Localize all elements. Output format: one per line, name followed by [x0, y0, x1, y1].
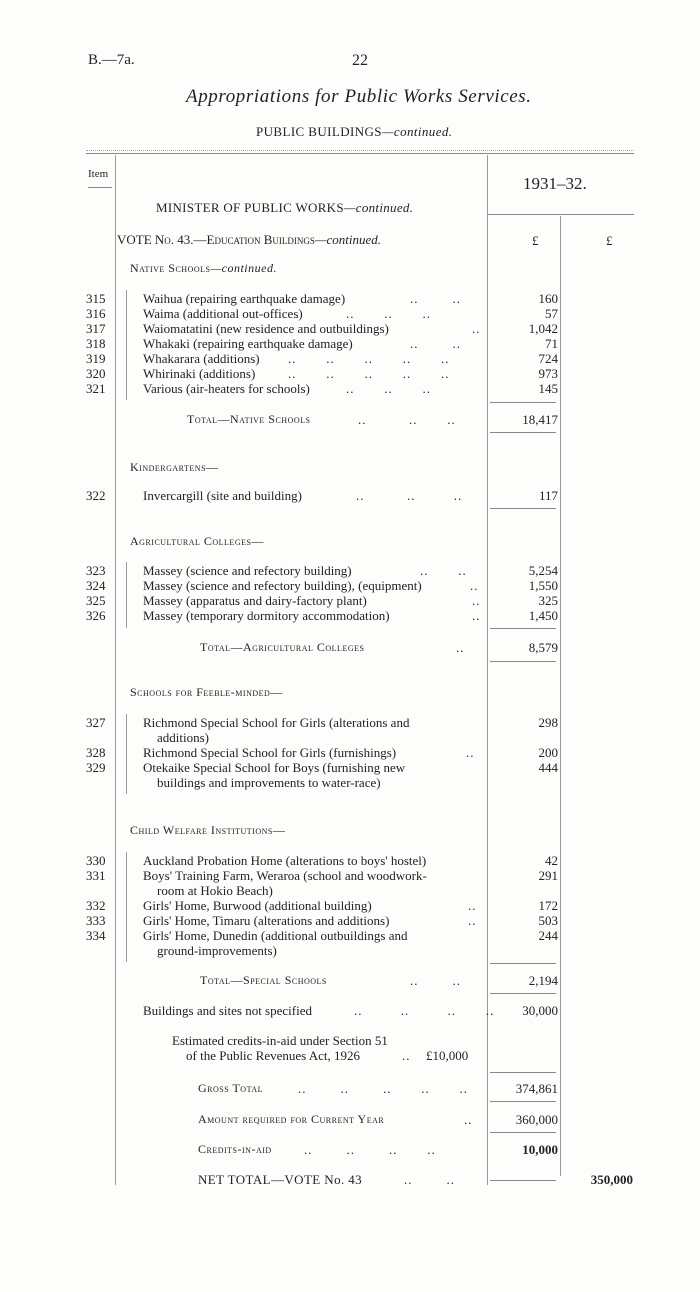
item-description-continued: buildings and improvements to water-race) — [157, 775, 381, 790]
item-amount: 200 — [538, 745, 558, 760]
item-amount: 291 — [538, 868, 558, 883]
leader-dots: .. — [470, 578, 479, 593]
item-amount: 244 — [538, 928, 558, 943]
item-number: 330 — [86, 853, 106, 868]
subtotal-rule — [490, 993, 556, 994]
section-heading-child-welfare: Child Welfare Institutions— — [130, 823, 286, 837]
net-total-rule — [490, 1180, 556, 1181]
item-number: 320 — [86, 366, 106, 381]
item-number: 327 — [86, 715, 106, 730]
table-top-rule — [86, 153, 634, 154]
net-total-amount: 350,000 — [590, 1172, 633, 1187]
item-description: Invercargill (site and building) — [143, 488, 302, 503]
total-amount-special-schools: 2,194 — [528, 973, 558, 988]
leader-dots: .. — [468, 913, 477, 928]
item-description-continued: additions) — [157, 730, 209, 745]
leader-dots: .. .. — [410, 291, 461, 306]
item-amount: 298 — [538, 715, 558, 730]
item-description: Massey (science and refectory building) — [143, 563, 352, 578]
subtitle-main: PUBLIC BUILDINGS — [256, 124, 382, 139]
page-number: 22 — [352, 52, 368, 69]
item-description: Boys' Training Farm, Weraroa (school and woodwork- — [143, 868, 427, 883]
year-header-rule — [487, 214, 634, 215]
item-amount: 973 — [538, 366, 558, 381]
item-amount: 1,450 — [528, 608, 558, 623]
item-description: Massey (temporary dormitory accommodation) — [143, 608, 390, 623]
leader-dots: .. .. — [420, 563, 467, 578]
gross-total-amount: 374,861 — [515, 1081, 558, 1096]
item-amount: 160 — [538, 291, 558, 306]
item-amount: 57 — [545, 306, 558, 321]
minister-heading-main: MINISTER OF PUBLIC WORKS — [156, 200, 344, 215]
item-description: Otekaike Special School for Boys (furnishing new — [143, 760, 406, 775]
item-number: 322 — [86, 488, 106, 503]
item-header-underline — [88, 187, 112, 188]
item-column-rule — [115, 155, 116, 1185]
subtotal-rule — [490, 1132, 556, 1133]
subtotal-rule — [490, 661, 556, 662]
item-amount: 71 — [545, 336, 558, 351]
leader-dots: .. .. .. — [356, 488, 463, 503]
leader-dots: .. — [468, 898, 477, 913]
item-number: 333 — [86, 913, 106, 928]
item-amount: 1,550 — [528, 578, 558, 593]
item-amount: 325 — [538, 593, 558, 608]
item-description-continued: ground-improvements) — [157, 943, 277, 958]
document-ref: B.—7a. — [88, 52, 135, 68]
item-amount: 444 — [538, 760, 558, 775]
section-heading-kindergartens: Kindergartens— — [130, 460, 219, 474]
total-amount-agricultural: 8,579 — [528, 640, 558, 655]
item-number: 315 — [86, 291, 106, 306]
item-amount: 5,254 — [528, 563, 558, 578]
total-amount-native: 18,417 — [522, 412, 558, 427]
section-subtitle — [256, 124, 452, 140]
item-amount: 503 — [538, 913, 558, 928]
minister-heading — [156, 200, 413, 216]
section-heading-agricultural-colleges: Agricultural Colleges— — [130, 534, 264, 548]
item-description: Various (air-heaters for schools) — [143, 381, 310, 396]
item-number: 318 — [86, 336, 106, 351]
item-number: 325 — [86, 593, 106, 608]
credits-in-aid-label: Credits-in-aid — [198, 1142, 272, 1156]
item-number: 331 — [86, 868, 106, 883]
not-specified-amount: 30,000 — [522, 1003, 558, 1018]
feeble-bracket-rule — [126, 714, 127, 794]
pound-symbol-column-2: £ — [606, 233, 613, 248]
credits-note-amount: £10,000 — [426, 1048, 469, 1063]
amount-column-right-rule — [560, 216, 561, 1176]
item-number: 317 — [86, 321, 106, 336]
subtotal-rule — [490, 432, 556, 433]
amount-required-label: Amount required for Current Year — [198, 1112, 385, 1126]
subtotal-rule — [490, 963, 556, 964]
vote-heading — [117, 232, 381, 248]
item-description: Whirinaki (additions) — [143, 366, 256, 381]
item-number: 329 — [86, 760, 106, 775]
leader-dots: .. .. .. — [346, 381, 431, 396]
native-bracket-rule — [126, 290, 127, 400]
vote-heading-cont: —continued. — [314, 232, 381, 247]
item-description: Girls' Home, Timaru (alterations and additions) — [143, 913, 390, 928]
leader-dots: .. — [472, 608, 481, 623]
subtotal-rule — [490, 1072, 556, 1073]
leader-dots: .. .. .. .. — [354, 1003, 495, 1018]
leader-dots: .. .. — [410, 973, 461, 988]
not-specified-label: Buildings and sites not specified — [143, 1003, 312, 1018]
year-column-header: 1931–32. — [523, 174, 587, 193]
item-amount: 145 — [538, 381, 558, 396]
leader-dots: .. .. .. .. .. — [288, 366, 450, 381]
item-amount: 172 — [538, 898, 558, 913]
page-title: Appropriations for Public Works Services. — [186, 86, 532, 107]
item-description: Girls' Home, Dunedin (additional outbuildings and — [143, 928, 408, 943]
leader-dots: .. — [472, 321, 481, 336]
leader-dots: .. .. .. .. — [304, 1142, 436, 1157]
table-top-rule-dotted — [86, 150, 634, 151]
section-heading-feeble-minded: Schools for Feeble-minded— — [130, 685, 283, 699]
total-label-agricultural: Total—Agricultural Colleges — [200, 640, 365, 654]
gross-total-label: Gross Total — [198, 1081, 263, 1095]
item-amount: 1,042 — [528, 321, 558, 336]
item-number: 319 — [86, 351, 106, 366]
item-description: Girls' Home, Burwood (additional building) — [143, 898, 372, 913]
pound-symbol-column-1: £ — [532, 233, 539, 248]
item-description: Whakaki (repairing earthquake damage) — [143, 336, 353, 351]
item-column-header: Item — [88, 168, 109, 180]
item-description: Richmond Special School for Girls (alterations and — [143, 715, 410, 730]
item-number: 326 — [86, 608, 106, 623]
leader-dots: .. .. .. — [346, 306, 431, 321]
item-description-continued: room at Hokio Beach) — [157, 883, 273, 898]
agricultural-bracket-rule — [126, 562, 127, 628]
total-label-native: Total—Native Schools — [187, 412, 311, 426]
native-heading-cont: —continued. — [210, 261, 277, 275]
vote-heading-main: VOTE No. 43.—Education Buildings — [117, 232, 315, 247]
leader-dots: .. .. — [404, 1172, 455, 1187]
item-amount: 42 — [545, 853, 558, 868]
item-number: 334 — [86, 928, 106, 943]
leader-dots: .. — [472, 593, 481, 608]
item-number: 323 — [86, 563, 106, 578]
credits-in-aid-amount: 10,000 — [522, 1142, 558, 1157]
item-description: Massey (science and refectory building), (equipment) — [143, 578, 422, 593]
item-description: Massey (apparatus and dairy-factory plant) — [143, 593, 367, 608]
leader-dots: .. .. .. .. .. — [298, 1081, 468, 1096]
leader-dots: .. — [464, 1112, 473, 1127]
item-description: Waiomatatini (new residence and outbuildings) — [143, 321, 389, 336]
item-amount: 117 — [538, 488, 558, 503]
section-heading-native-schools — [130, 261, 277, 276]
leader-dots: .. .. — [410, 336, 461, 351]
amount-column-left-rule — [487, 155, 488, 1185]
item-number: 321 — [86, 381, 106, 396]
subtitle-cont: —continued. — [381, 124, 453, 139]
item-description: Whakarara (additions) — [143, 351, 260, 366]
net-total-label: NET TOTAL—VOTE No. 43 — [198, 1172, 363, 1187]
item-number: 324 — [86, 578, 106, 593]
subtotal-rule — [490, 402, 556, 403]
leader-dots: .. .. .. .. .. — [288, 351, 450, 366]
credits-note-line-1: Estimated credits-in-aid under Section 51 — [172, 1033, 388, 1048]
item-description: Richmond Special School for Girls (furnishings) — [143, 745, 397, 760]
item-description: Waima (additional out-offices) — [143, 306, 303, 321]
leader-dots: .. .. .. — [358, 412, 456, 427]
subtotal-rule — [490, 508, 556, 509]
child-welfare-bracket-rule — [126, 852, 127, 962]
minister-heading-cont: —continued. — [343, 200, 414, 215]
item-number: 316 — [86, 306, 106, 321]
leader-dots: .. — [402, 1048, 411, 1063]
item-number: 328 — [86, 745, 106, 760]
credits-note-line-2: of the Public Revenues Act, 1926 — [186, 1048, 361, 1063]
item-description: Auckland Probation Home (alterations to boys' hostel) — [143, 853, 427, 868]
item-amount: 724 — [538, 351, 558, 366]
subtotal-rule — [490, 628, 556, 629]
leader-dots: .. — [456, 640, 465, 655]
amount-required-amount: 360,000 — [515, 1112, 558, 1127]
item-description: Waihua (repairing earthquake damage) — [143, 291, 346, 306]
leader-dots: .. — [466, 745, 475, 760]
total-label-special-schools: Total—Special Schools — [200, 973, 327, 987]
subtotal-rule — [490, 1101, 556, 1102]
item-number: 332 — [86, 898, 106, 913]
native-heading-main: Native Schools — [130, 261, 211, 275]
